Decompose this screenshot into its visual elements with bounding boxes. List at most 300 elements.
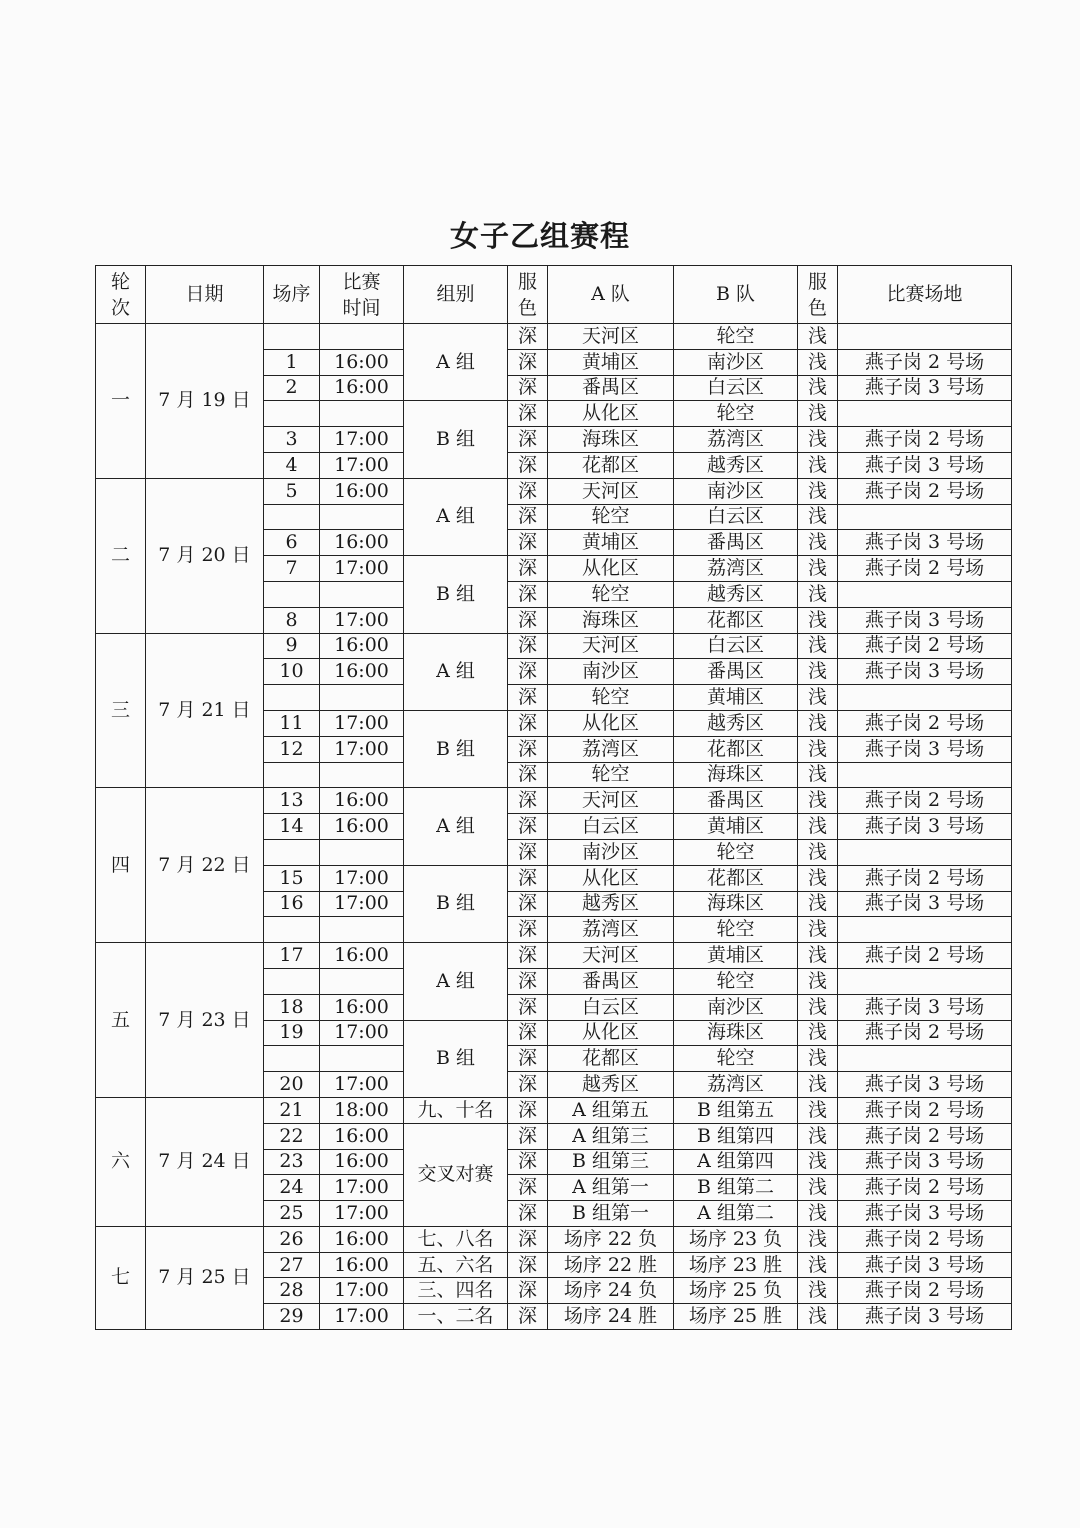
venue-cell <box>838 581 1012 607</box>
color-a-cell: 深 <box>508 1046 548 1072</box>
color-b-cell: 浅 <box>798 452 838 478</box>
color-b-cell: 浅 <box>798 788 838 814</box>
seq-cell: 13 <box>264 788 320 814</box>
team-a-cell: 海珠区 <box>548 427 674 453</box>
color-b-cell: 浅 <box>798 530 838 556</box>
time-cell <box>320 917 404 943</box>
time-cell: 16:00 <box>320 943 404 969</box>
header-color-b-line1: 服 <box>807 270 827 293</box>
color-b-cell: 浅 <box>798 401 838 427</box>
color-b-cell: 浅 <box>798 943 838 969</box>
date-cell: 7 月 25 日 <box>146 1226 264 1329</box>
seq-cell: 17 <box>264 943 320 969</box>
venue-cell <box>838 1046 1012 1072</box>
team-a-cell: 白云区 <box>548 994 674 1020</box>
time-cell: 17:00 <box>320 1278 404 1304</box>
team-b-cell: B 组第二 <box>674 1175 798 1201</box>
color-a-cell: 深 <box>508 891 548 917</box>
color-a-cell: 深 <box>508 1226 548 1252</box>
venue-cell: 燕子岗 2 号场 <box>838 633 1012 659</box>
color-a-cell: 深 <box>508 814 548 840</box>
group-cell: B 组 <box>404 556 508 633</box>
header-time-line2: 时间 <box>342 296 381 319</box>
team-a-cell: 越秀区 <box>548 891 674 917</box>
time-cell <box>320 839 404 865</box>
color-b-cell: 浅 <box>798 349 838 375</box>
team-b-cell: 花都区 <box>674 865 798 891</box>
round-cell: 五 <box>96 943 146 1098</box>
seq-cell: 24 <box>264 1175 320 1201</box>
time-cell: 17:00 <box>320 736 404 762</box>
page-title: 女子乙组赛程 <box>449 219 630 253</box>
color-b-cell: 浅 <box>798 1304 838 1330</box>
color-b-cell: 浅 <box>798 891 838 917</box>
color-a-cell: 深 <box>508 1149 548 1175</box>
team-a-cell: 天河区 <box>548 478 674 504</box>
team-a-cell: 花都区 <box>548 1046 674 1072</box>
team-b-cell: 白云区 <box>674 633 798 659</box>
venue-cell: 燕子岗 2 号场 <box>838 1226 1012 1252</box>
team-a-cell: 场序 22 胜 <box>548 1252 674 1278</box>
time-cell <box>320 324 404 350</box>
seq-cell <box>264 762 320 788</box>
color-b-cell: 浅 <box>798 607 838 633</box>
venue-cell: 燕子岗 2 号场 <box>838 1097 1012 1123</box>
group-cell: 七、八名 <box>404 1226 508 1252</box>
team-a-cell: B 组第三 <box>548 1149 674 1175</box>
team-a-cell: 天河区 <box>548 633 674 659</box>
team-b-cell: 南沙区 <box>674 994 798 1020</box>
header-venue: 比赛场地 <box>838 266 1012 324</box>
header-round-line2: 次 <box>110 296 130 319</box>
venue-cell: 燕子岗 2 号场 <box>838 865 1012 891</box>
seq-cell: 23 <box>264 1149 320 1175</box>
team-a-cell: 黄埔区 <box>548 349 674 375</box>
seq-cell: 26 <box>264 1226 320 1252</box>
time-cell: 16:00 <box>320 633 404 659</box>
header-color-a-line2: 色 <box>517 296 537 319</box>
color-b-cell: 浅 <box>798 504 838 530</box>
team-b-cell: 轮空 <box>674 917 798 943</box>
color-a-cell: 深 <box>508 607 548 633</box>
team-b-cell: 番禺区 <box>674 659 798 685</box>
team-a-cell: 花都区 <box>548 452 674 478</box>
table-row <box>96 788 1012 814</box>
team-a-cell: 从化区 <box>548 556 674 582</box>
color-b-cell: 浅 <box>798 968 838 994</box>
time-cell: 18:00 <box>320 1097 404 1123</box>
header-group: 组别 <box>404 266 508 324</box>
color-b-cell: 浅 <box>798 1252 838 1278</box>
table-row <box>96 633 1012 659</box>
date-cell: 7 月 20 日 <box>146 478 264 633</box>
team-b-cell: A 组第二 <box>674 1201 798 1227</box>
time-cell: 16:00 <box>320 1149 404 1175</box>
team-b-cell: B 组第五 <box>674 1097 798 1123</box>
time-cell: 16:00 <box>320 994 404 1020</box>
team-a-cell: 番禺区 <box>548 375 674 401</box>
color-a-cell: 深 <box>508 917 548 943</box>
color-a-cell: 深 <box>508 401 548 427</box>
time-cell: 16:00 <box>320 349 404 375</box>
team-b-cell: 场序 23 胜 <box>674 1252 798 1278</box>
seq-cell: 3 <box>264 427 320 453</box>
venue-cell: 燕子岗 2 号场 <box>838 1123 1012 1149</box>
team-b-cell: 轮空 <box>674 401 798 427</box>
team-a-cell: A 组第一 <box>548 1175 674 1201</box>
team-b-cell: 花都区 <box>674 607 798 633</box>
seq-cell: 25 <box>264 1201 320 1227</box>
team-b-cell: A 组第四 <box>674 1149 798 1175</box>
time-cell: 16:00 <box>320 788 404 814</box>
group-cell: 三、四名 <box>404 1278 508 1304</box>
table-row <box>96 943 1012 969</box>
color-b-cell: 浅 <box>798 1072 838 1098</box>
group-cell: A 组 <box>404 788 508 865</box>
color-b-cell: 浅 <box>798 762 838 788</box>
team-a-cell: 海珠区 <box>548 607 674 633</box>
team-b-cell: 白云区 <box>674 375 798 401</box>
color-a-cell: 深 <box>508 994 548 1020</box>
color-b-cell: 浅 <box>798 917 838 943</box>
time-cell: 17:00 <box>320 1072 404 1098</box>
color-a-cell: 深 <box>508 427 548 453</box>
team-a-cell: 黄埔区 <box>548 530 674 556</box>
color-a-cell: 深 <box>508 478 548 504</box>
header-color-b-line2: 色 <box>807 296 827 319</box>
venue-cell: 燕子岗 3 号场 <box>838 1149 1012 1175</box>
seq-cell: 16 <box>264 891 320 917</box>
venue-cell: 燕子岗 3 号场 <box>838 607 1012 633</box>
color-a-cell: 深 <box>508 452 548 478</box>
time-cell: 16:00 <box>320 1226 404 1252</box>
venue-cell: 燕子岗 2 号场 <box>838 1278 1012 1304</box>
seq-cell <box>264 401 320 427</box>
color-a-cell: 深 <box>508 943 548 969</box>
time-cell: 17:00 <box>320 427 404 453</box>
color-a-cell: 深 <box>508 633 548 659</box>
team-b-cell: 番禺区 <box>674 788 798 814</box>
group-cell: A 组 <box>404 943 508 1020</box>
date-cell: 7 月 21 日 <box>146 633 264 788</box>
team-b-cell: 越秀区 <box>674 710 798 736</box>
team-b-cell: 番禺区 <box>674 530 798 556</box>
seq-cell: 11 <box>264 710 320 736</box>
time-cell <box>320 968 404 994</box>
color-b-cell: 浅 <box>798 736 838 762</box>
color-b-cell: 浅 <box>798 633 838 659</box>
team-a-cell: 场序 22 负 <box>548 1226 674 1252</box>
venue-cell: 燕子岗 2 号场 <box>838 788 1012 814</box>
time-cell: 17:00 <box>320 891 404 917</box>
time-cell <box>320 762 404 788</box>
color-a-cell: 深 <box>508 349 548 375</box>
team-a-cell: 从化区 <box>548 401 674 427</box>
team-b-cell: 海珠区 <box>674 1020 798 1046</box>
round-cell: 二 <box>96 478 146 633</box>
seq-cell: 14 <box>264 814 320 840</box>
team-a-cell: 番禺区 <box>548 968 674 994</box>
team-b-cell: 海珠区 <box>674 891 798 917</box>
round-cell: 三 <box>96 633 146 788</box>
seq-cell: 10 <box>264 659 320 685</box>
color-b-cell: 浅 <box>798 865 838 891</box>
venue-cell: 燕子岗 2 号场 <box>838 556 1012 582</box>
time-cell <box>320 581 404 607</box>
seq-cell <box>264 1046 320 1072</box>
color-b-cell: 浅 <box>798 710 838 736</box>
team-b-cell: 场序 25 胜 <box>674 1304 798 1330</box>
color-b-cell: 浅 <box>798 1123 838 1149</box>
color-a-cell: 深 <box>508 1201 548 1227</box>
color-a-cell: 深 <box>508 375 548 401</box>
time-cell: 16:00 <box>320 375 404 401</box>
team-a-cell: 轮空 <box>548 581 674 607</box>
time-cell: 16:00 <box>320 1252 404 1278</box>
venue-cell: 燕子岗 2 号场 <box>838 427 1012 453</box>
seq-cell: 22 <box>264 1123 320 1149</box>
header-time <box>320 266 404 324</box>
time-cell: 16:00 <box>320 478 404 504</box>
header-date: 日期 <box>146 266 264 324</box>
venue-cell: 燕子岗 3 号场 <box>838 659 1012 685</box>
team-b-cell: 轮空 <box>674 839 798 865</box>
team-b-cell: 越秀区 <box>674 581 798 607</box>
seq-cell: 5 <box>264 478 320 504</box>
team-a-cell: A 组第三 <box>548 1123 674 1149</box>
color-a-cell: 深 <box>508 1020 548 1046</box>
team-b-cell: 场序 23 负 <box>674 1226 798 1252</box>
color-b-cell: 浅 <box>798 685 838 711</box>
team-b-cell: 黄埔区 <box>674 943 798 969</box>
team-b-cell: 轮空 <box>674 324 798 350</box>
team-b-cell: 轮空 <box>674 1046 798 1072</box>
seq-cell: 21 <box>264 1097 320 1123</box>
team-a-cell: 从化区 <box>548 865 674 891</box>
color-a-cell: 深 <box>508 685 548 711</box>
team-a-cell: 轮空 <box>548 504 674 530</box>
venue-cell: 燕子岗 2 号场 <box>838 1020 1012 1046</box>
team-b-cell: 南沙区 <box>674 478 798 504</box>
venue-cell: 燕子岗 2 号场 <box>838 349 1012 375</box>
date-cell: 7 月 24 日 <box>146 1097 264 1226</box>
color-b-cell: 浅 <box>798 1175 838 1201</box>
venue-cell: 燕子岗 3 号场 <box>838 736 1012 762</box>
team-a-cell: A 组第五 <box>548 1097 674 1123</box>
time-cell: 16:00 <box>320 1123 404 1149</box>
venue-cell: 燕子岗 3 号场 <box>838 994 1012 1020</box>
color-a-cell: 深 <box>508 788 548 814</box>
seq-cell: 27 <box>264 1252 320 1278</box>
color-b-cell: 浅 <box>798 556 838 582</box>
time-cell: 16:00 <box>320 814 404 840</box>
time-cell: 17:00 <box>320 710 404 736</box>
team-a-cell: 轮空 <box>548 685 674 711</box>
team-a-cell: 从化区 <box>548 710 674 736</box>
header-seq: 场序 <box>264 266 320 324</box>
venue-cell <box>838 917 1012 943</box>
team-b-cell: 黄埔区 <box>674 685 798 711</box>
venue-cell: 燕子岗 3 号场 <box>838 1304 1012 1330</box>
time-cell: 16:00 <box>320 530 404 556</box>
team-a-cell: 天河区 <box>548 788 674 814</box>
table-row <box>96 1097 1012 1123</box>
time-cell: 17:00 <box>320 1201 404 1227</box>
color-a-cell: 深 <box>508 865 548 891</box>
team-a-cell: 荔湾区 <box>548 917 674 943</box>
header-team-a: A 队 <box>548 266 674 324</box>
team-b-cell: B 组第四 <box>674 1123 798 1149</box>
team-a-cell: 南沙区 <box>548 659 674 685</box>
team-a-cell: 天河区 <box>548 324 674 350</box>
team-a-cell: 南沙区 <box>548 839 674 865</box>
team-a-cell: 天河区 <box>548 943 674 969</box>
venue-cell <box>838 685 1012 711</box>
team-a-cell: 白云区 <box>548 814 674 840</box>
team-a-cell: 荔湾区 <box>548 736 674 762</box>
team-b-cell: 黄埔区 <box>674 814 798 840</box>
seq-cell: 6 <box>264 530 320 556</box>
time-cell <box>320 401 404 427</box>
seq-cell: 9 <box>264 633 320 659</box>
team-b-cell: 花都区 <box>674 736 798 762</box>
venue-cell: 燕子岗 3 号场 <box>838 375 1012 401</box>
header-round-line1: 轮 <box>110 270 130 293</box>
venue-cell <box>838 401 1012 427</box>
seq-cell <box>264 324 320 350</box>
time-cell: 17:00 <box>320 1175 404 1201</box>
seq-cell: 15 <box>264 865 320 891</box>
time-cell: 17:00 <box>320 1304 404 1330</box>
seq-cell: 12 <box>264 736 320 762</box>
color-a-cell: 深 <box>508 1175 548 1201</box>
group-cell: 交叉对赛 <box>404 1123 508 1226</box>
color-b-cell: 浅 <box>798 375 838 401</box>
venue-cell: 燕子岗 3 号场 <box>838 1072 1012 1098</box>
schedule-body <box>96 324 1012 1330</box>
group-cell: 九、十名 <box>404 1097 508 1123</box>
color-a-cell: 深 <box>508 504 548 530</box>
color-b-cell: 浅 <box>798 1226 838 1252</box>
seq-cell <box>264 581 320 607</box>
venue-cell: 燕子岗 2 号场 <box>838 478 1012 504</box>
venue-cell: 燕子岗 3 号场 <box>838 1252 1012 1278</box>
venue-cell <box>838 324 1012 350</box>
color-a-cell: 深 <box>508 1252 548 1278</box>
seq-cell: 18 <box>264 994 320 1020</box>
venue-cell: 燕子岗 3 号场 <box>838 530 1012 556</box>
seq-cell: 20 <box>264 1072 320 1098</box>
venue-cell: 燕子岗 3 号场 <box>838 891 1012 917</box>
venue-cell: 燕子岗 3 号场 <box>838 1201 1012 1227</box>
table-row <box>96 324 1012 350</box>
color-a-cell: 深 <box>508 581 548 607</box>
schedule-table <box>95 265 1012 1330</box>
time-cell <box>320 685 404 711</box>
team-a-cell: 轮空 <box>548 762 674 788</box>
group-cell: B 组 <box>404 1020 508 1097</box>
color-b-cell: 浅 <box>798 1046 838 1072</box>
color-a-cell: 深 <box>508 1278 548 1304</box>
time-cell <box>320 504 404 530</box>
header-team-b: B 队 <box>674 266 798 324</box>
venue-cell: 燕子岗 2 号场 <box>838 1175 1012 1201</box>
color-a-cell: 深 <box>508 556 548 582</box>
seq-cell: 2 <box>264 375 320 401</box>
team-b-cell: 白云区 <box>674 504 798 530</box>
color-b-cell: 浅 <box>798 1278 838 1304</box>
time-cell: 16:00 <box>320 659 404 685</box>
seq-cell <box>264 839 320 865</box>
team-b-cell: 轮空 <box>674 968 798 994</box>
color-a-cell: 深 <box>508 1123 548 1149</box>
color-a-cell: 深 <box>508 659 548 685</box>
header-round <box>96 266 146 324</box>
date-cell: 7 月 22 日 <box>146 788 264 943</box>
time-cell: 17:00 <box>320 452 404 478</box>
color-b-cell: 浅 <box>798 839 838 865</box>
team-b-cell: 场序 25 负 <box>674 1278 798 1304</box>
seq-cell: 7 <box>264 556 320 582</box>
venue-cell: 燕子岗 2 号场 <box>838 710 1012 736</box>
color-b-cell: 浅 <box>798 1097 838 1123</box>
date-cell: 7 月 23 日 <box>146 943 264 1098</box>
header-time-line1: 比赛 <box>342 270 381 293</box>
color-a-cell: 深 <box>508 839 548 865</box>
venue-cell <box>838 839 1012 865</box>
team-b-cell: 荔湾区 <box>674 556 798 582</box>
round-cell: 一 <box>96 324 146 479</box>
team-b-cell: 海珠区 <box>674 762 798 788</box>
color-a-cell: 深 <box>508 1304 548 1330</box>
color-b-cell: 浅 <box>798 324 838 350</box>
time-cell <box>320 1046 404 1072</box>
venue-cell: 燕子岗 2 号场 <box>838 943 1012 969</box>
seq-cell: 8 <box>264 607 320 633</box>
color-a-cell: 深 <box>508 530 548 556</box>
time-cell: 17:00 <box>320 556 404 582</box>
time-cell: 17:00 <box>320 1020 404 1046</box>
header-color-a <box>508 266 548 324</box>
venue-cell <box>838 504 1012 530</box>
team-a-cell: B 组第一 <box>548 1201 674 1227</box>
color-b-cell: 浅 <box>798 994 838 1020</box>
color-b-cell: 浅 <box>798 478 838 504</box>
team-b-cell: 南沙区 <box>674 349 798 375</box>
color-a-cell: 深 <box>508 762 548 788</box>
seq-cell <box>264 685 320 711</box>
color-b-cell: 浅 <box>798 659 838 685</box>
header-row <box>96 266 1012 324</box>
seq-cell: 28 <box>264 1278 320 1304</box>
color-b-cell: 浅 <box>798 1020 838 1046</box>
team-a-cell: 场序 24 负 <box>548 1278 674 1304</box>
color-b-cell: 浅 <box>798 427 838 453</box>
group-cell: A 组 <box>404 478 508 555</box>
venue-cell: 燕子岗 3 号场 <box>838 452 1012 478</box>
time-cell: 17:00 <box>320 865 404 891</box>
group-cell: 五、六名 <box>404 1252 508 1278</box>
seq-cell <box>264 968 320 994</box>
seq-cell: 1 <box>264 349 320 375</box>
table-row <box>96 1226 1012 1252</box>
round-cell: 四 <box>96 788 146 943</box>
color-a-cell: 深 <box>508 1072 548 1098</box>
color-b-cell: 浅 <box>798 581 838 607</box>
color-a-cell: 深 <box>508 968 548 994</box>
color-a-cell: 深 <box>508 736 548 762</box>
group-cell: A 组 <box>404 324 508 401</box>
